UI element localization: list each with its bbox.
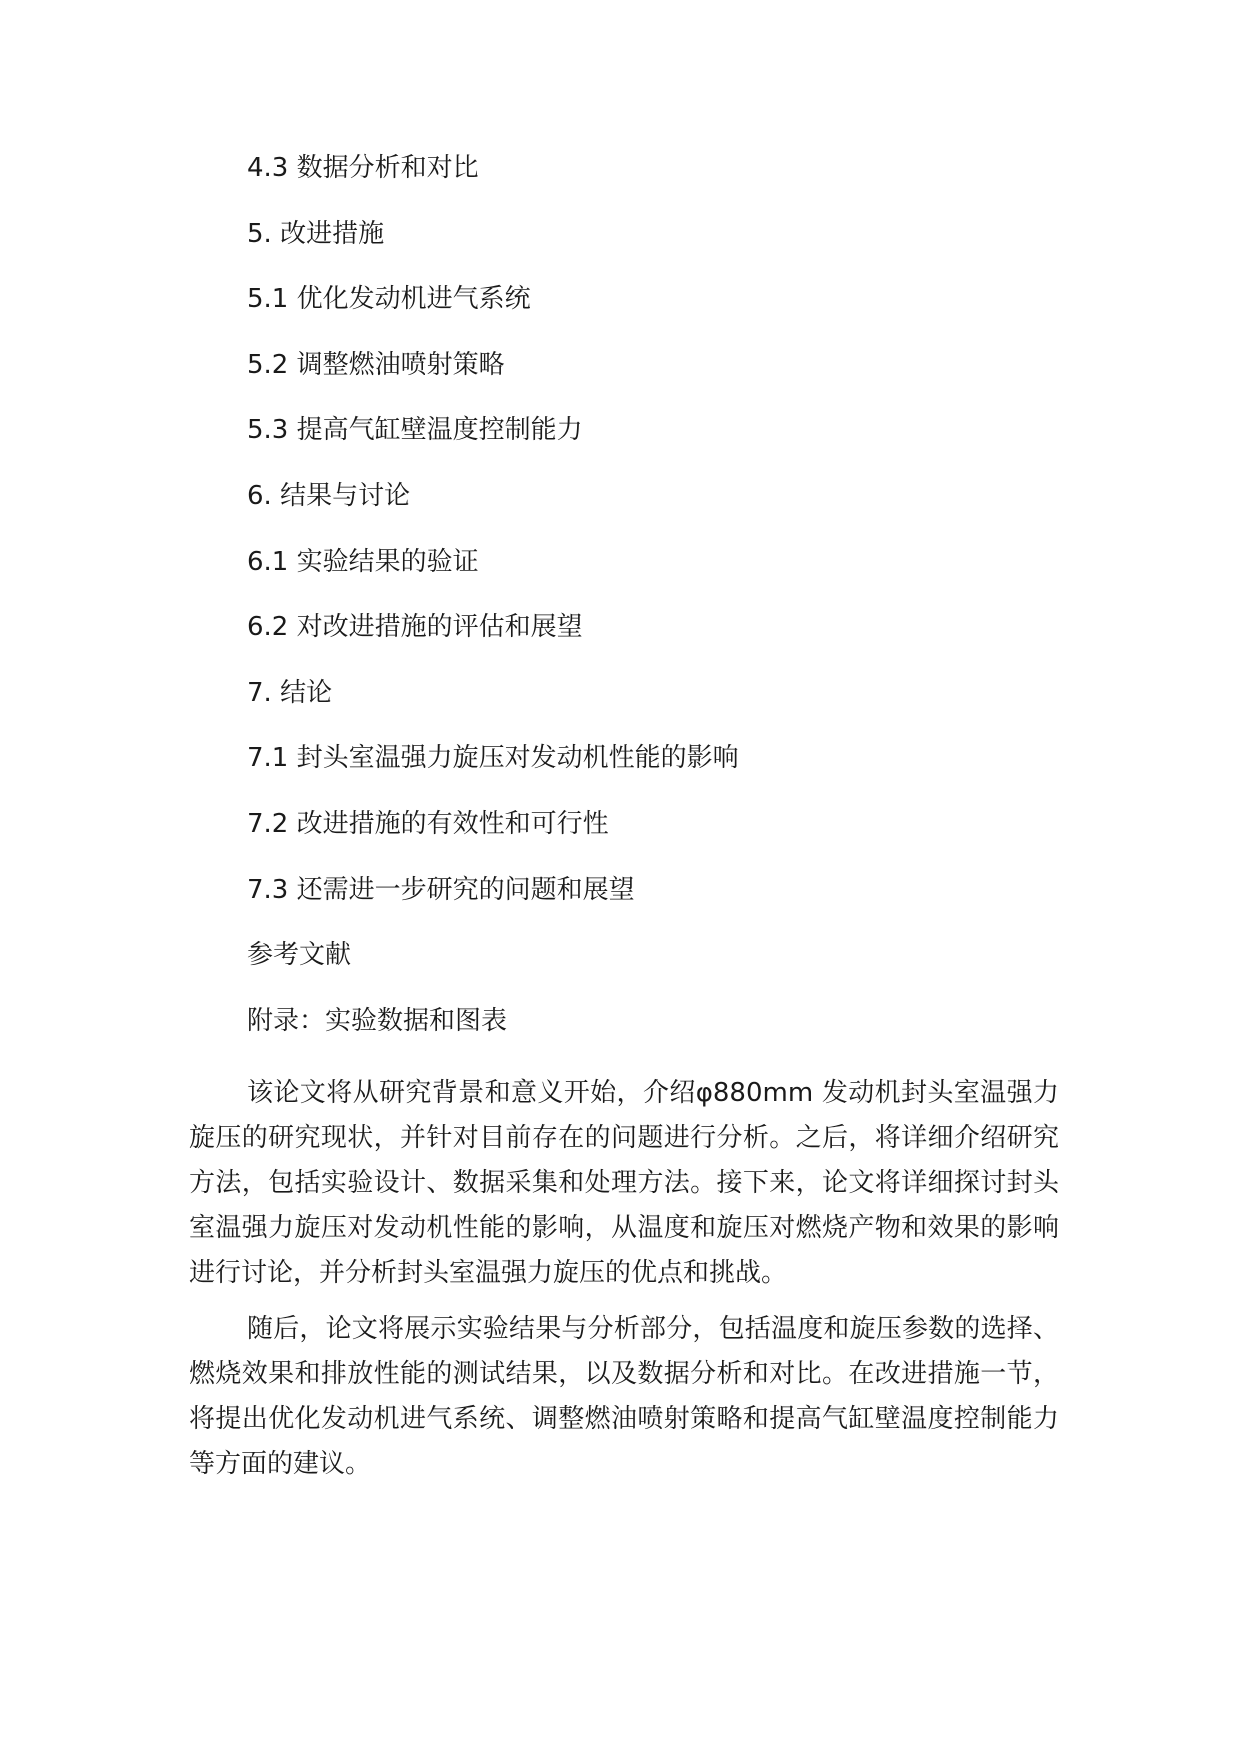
outline-item-5-1: 5.1 优化发动机进气系统 (247, 284, 531, 315)
paragraph-results: 随后，论文将展示实验结果与分析部分，包括温度和旋压参数的选择、燃烧效果和排放性能的测试结果，以及数据分析和对比。在改进措施一节，将提出优化发动机进气系统、调整燃油喷射策略和提高气缸壁温度控制能力等方面的建议。 (189, 1314, 1059, 1479)
outline-item-6-2: 6.2 对改进措施的评估和展望 (247, 612, 583, 643)
outline-item-5-2: 5.2 调整燃油喷射策略 (247, 349, 505, 380)
outline-item-7: 7. 结论 (247, 677, 333, 708)
outline-item-4-3: 4.3 数据分析和对比 (247, 153, 479, 183)
paragraph-overview: 该论文将从研究背景和意义开始，介绍φ880mm 发动机封头室温强力旋压的研究现状，并针对目前存在的问题进行分析。之后，将详细介绍研究方法，包括实验设计、数据采集和处理方法。接下来，论文将详细探讨封头室温强力旋压对发动机性能的影响，从温度和旋压对燃烧产物和效果的影响进行讨论，并分析封头室温强力旋压的优点和挑战。 (189, 1078, 1059, 1288)
outline-item-7-2: 7.2 改进措施的有效性和可行性 (247, 808, 609, 839)
outline-item-appendix: 附录：实验数据和图表 (247, 1005, 508, 1036)
outline-item-5: 5. 改进措施 (247, 218, 385, 249)
outline-item-6-1: 6.1 实验结果的验证 (247, 546, 479, 577)
body-text (189, 1071, 1059, 1498)
outline-item-5-3: 5.3 提高气缸壁温度控制能力 (247, 415, 583, 446)
outline-item-references: 参考文献 (247, 940, 352, 971)
outline-item-7-3: 7.3 还需进一步研究的问题和展望 (247, 874, 635, 905)
outline-item-7-1: 7.1 封头室温强力旋压对发动机性能的影响 (247, 743, 739, 774)
outline-list (247, 150, 1067, 1068)
outline-item-6: 6. 结果与讨论 (247, 480, 411, 511)
